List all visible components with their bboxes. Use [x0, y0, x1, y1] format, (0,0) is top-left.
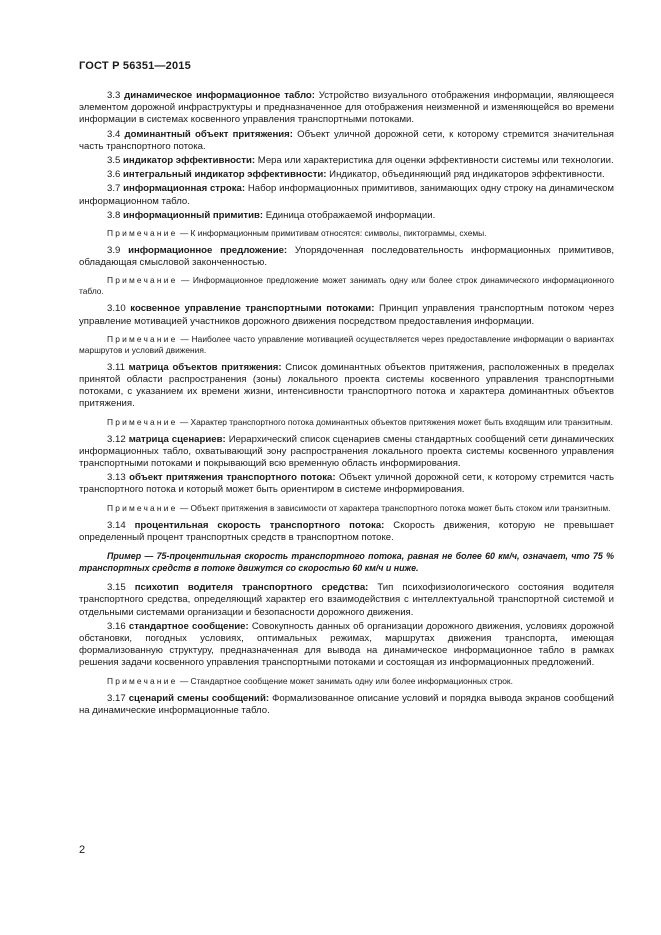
definition-text: Индикатор, объединяющий ряд индикаторов эффективности. [329, 169, 605, 181]
definition-text: Иерархический список сценариев смены стандартных сообщений сети динамических информационных табло, охватывающий зону распространения локального проекта системы косвенного управления транспортными потоками и покрывающий всю временную область информирования. [79, 433, 614, 470]
definition-text: Принцип управления транспортным потоком через управление мотивацией участников дорожного движения посредством предоставления информации. [79, 303, 614, 327]
definition-3-3 [79, 90, 614, 127]
definition-text: Скорость движения, которую не превышает определенный процент транспортных средств в транспортном потоке. [79, 519, 614, 543]
definition-number: 3.6 [107, 169, 121, 181]
note-label: Примечание [107, 333, 178, 344]
definition-text: Устройство визуального отображения информации, являющееся элементом дорожной инфраструктуры и предназначенное для отображения неизменной и изменяющейся во времени информации в системах косвенного управления транспортными потоками. [79, 90, 614, 126]
note-label: Примечание [107, 416, 178, 427]
definition-3-12 [79, 434, 614, 471]
note-label: Примечание [107, 502, 178, 513]
definition-number: 3.15 [107, 582, 126, 594]
note-3-11 [79, 417, 614, 428]
definition-3-8 [79, 210, 614, 222]
definition-term: процентильная скорость транспортного потока: [134, 519, 385, 531]
note-3-8 [79, 228, 614, 239]
definition-3-15 [79, 582, 614, 619]
note-3-16 [79, 676, 614, 687]
definition-text: Тип психофизиологического состояния водителя транспортного средства, определяющий характер его взаимодействия с интеллектуальной транспортной системой и отдельными системами организации и безопасности дорожного движения. [79, 582, 615, 618]
definition-text: Мера или характеристика для оценки эффективности системы или технологии. [257, 155, 614, 167]
definition-term: информационный примитив: [123, 209, 264, 221]
definition-term: информационная строка: [123, 183, 246, 195]
definition-number: 3.9 [107, 245, 121, 257]
definition-number: 3.11 [107, 361, 125, 373]
definition-3-16 [79, 621, 614, 670]
definition-3-7 [79, 183, 614, 207]
note-text: — Характер транспортного потока доминантных объектов притяжения может быть входящим или транзитным. [179, 416, 613, 427]
note-text: — Наиболее часто управление мотивацией осуществляется через предоставление информации о вариантах маршрутов и условий движения. [79, 333, 614, 355]
definition-3-9 [79, 245, 614, 269]
note-3-10 [79, 334, 614, 356]
definitions-list [79, 90, 614, 719]
definition-text: Упорядоченная последовательность информационных примитивов, обладающая смысловой законченностью. [79, 245, 615, 269]
definition-number: 3.4 [107, 128, 121, 140]
note-text: — Стандартное сообщение может занимать одну или более информационных строк. [179, 675, 513, 686]
definition-text: Объект уличной дорожной сети, к которому стремится часть транспортного потока и который может быть ориентиром в системе информирования. [79, 472, 614, 496]
example-3-14: Пример — 75-процентильная скорость транспортного потока, равная не более 60 км/ч, означает, что 75 % транспортных средств в потоке движутся со скоростью 60 км/ч и ниже. [79, 551, 614, 573]
definition-number: 3.16 [107, 620, 126, 632]
note-text: — Объект притяжения в зависимости от характера транспортного потока может быть стоком или транзитным. [179, 502, 611, 513]
note-text: — Информационное предложение может занимать одну или более строк динамического информационного табло. [79, 275, 614, 297]
definition-term: объект притяжения транспортного потока: [129, 472, 336, 484]
definition-term: стандартное сообщение: [128, 620, 249, 632]
definition-number: 3.5 [107, 155, 121, 167]
definition-number: 3.13 [107, 472, 126, 484]
definition-3-14 [79, 520, 614, 544]
definition-3-4 [79, 129, 614, 153]
definition-text: Объект уличной дорожной сети, к которому стремится значительная часть транспортного потока. [79, 128, 614, 152]
definition-number: 3.10 [107, 303, 126, 315]
note-label: Примечание [107, 275, 178, 286]
note-3-9 [79, 275, 614, 297]
note-text: — К информационным примитивам относятся: символы, пиктограммы, схемы. [179, 228, 487, 239]
definition-term: информационное предложение: [128, 245, 288, 257]
definition-number: 3.17 [107, 692, 126, 704]
definition-term: психотип водителя транспортного средства: [134, 582, 369, 594]
note-label: Примечание [107, 228, 178, 239]
definition-number: 3.12 [107, 433, 126, 445]
definition-term: интегральный индикатор эффективности: [123, 169, 327, 181]
definition-term: динамическое информационное табло: [124, 90, 315, 101]
definition-term: сценарий смены сообщений: [128, 692, 270, 704]
definition-3-10 [79, 303, 614, 327]
definition-number: 3.7 [107, 183, 121, 195]
definition-text: Список доминантных объектов притяжения, расположенных в пределах принятой области распространения (зоны) локального проекта системы косвенного управления транспортными потоками, с указанием их времени жизни, интенсивности транспортного потока и характера доминантных объектов притяжения. [79, 361, 614, 410]
definition-term: матрица сценариев: [128, 433, 226, 445]
definition-3-17 [79, 693, 614, 717]
definition-3-5 [79, 155, 614, 167]
definition-number: 3.8 [107, 209, 121, 221]
definition-3-6 [79, 169, 614, 181]
definition-term: индикатор эффективности: [123, 155, 256, 167]
definition-text: Формализованное описание условий и порядка вывода экранов сообщений на динамические информационные табло. [79, 692, 614, 716]
page-number: 2 [79, 844, 86, 856]
definition-term: доминантный объект притяжения: [124, 128, 293, 140]
note-label: Примечание [107, 675, 178, 686]
definition-text: Набор информационных примитивов, занимающих одну строку на динамическом информационном табло. [79, 183, 614, 207]
definition-3-11 [79, 362, 614, 411]
definition-term: матрица объектов притяжения: [128, 361, 282, 373]
note-3-13 [79, 503, 614, 514]
definition-text: Совокупность данных об организации дорожного движения, условиях дорожной обстановки, погодных условиях, оптимальных режимах, маршрутах движения транспорта, имеющая формализованную структуру, предназначенная для вывода на динамическое информационное табло в рамках решения задачи косвенного управления транспортными потоками и состоящая из информационных предложений. [79, 620, 614, 669]
definition-text: Единица отображаемой информации. [265, 209, 436, 221]
definition-number: 3.14 [107, 519, 126, 531]
definition-number: 3.3 [107, 90, 121, 101]
document-header: ГОСТ Р 56351—2015 [79, 60, 191, 72]
definition-3-13 [79, 472, 614, 496]
definition-term: косвенное управление транспортными потоками: [130, 303, 375, 315]
